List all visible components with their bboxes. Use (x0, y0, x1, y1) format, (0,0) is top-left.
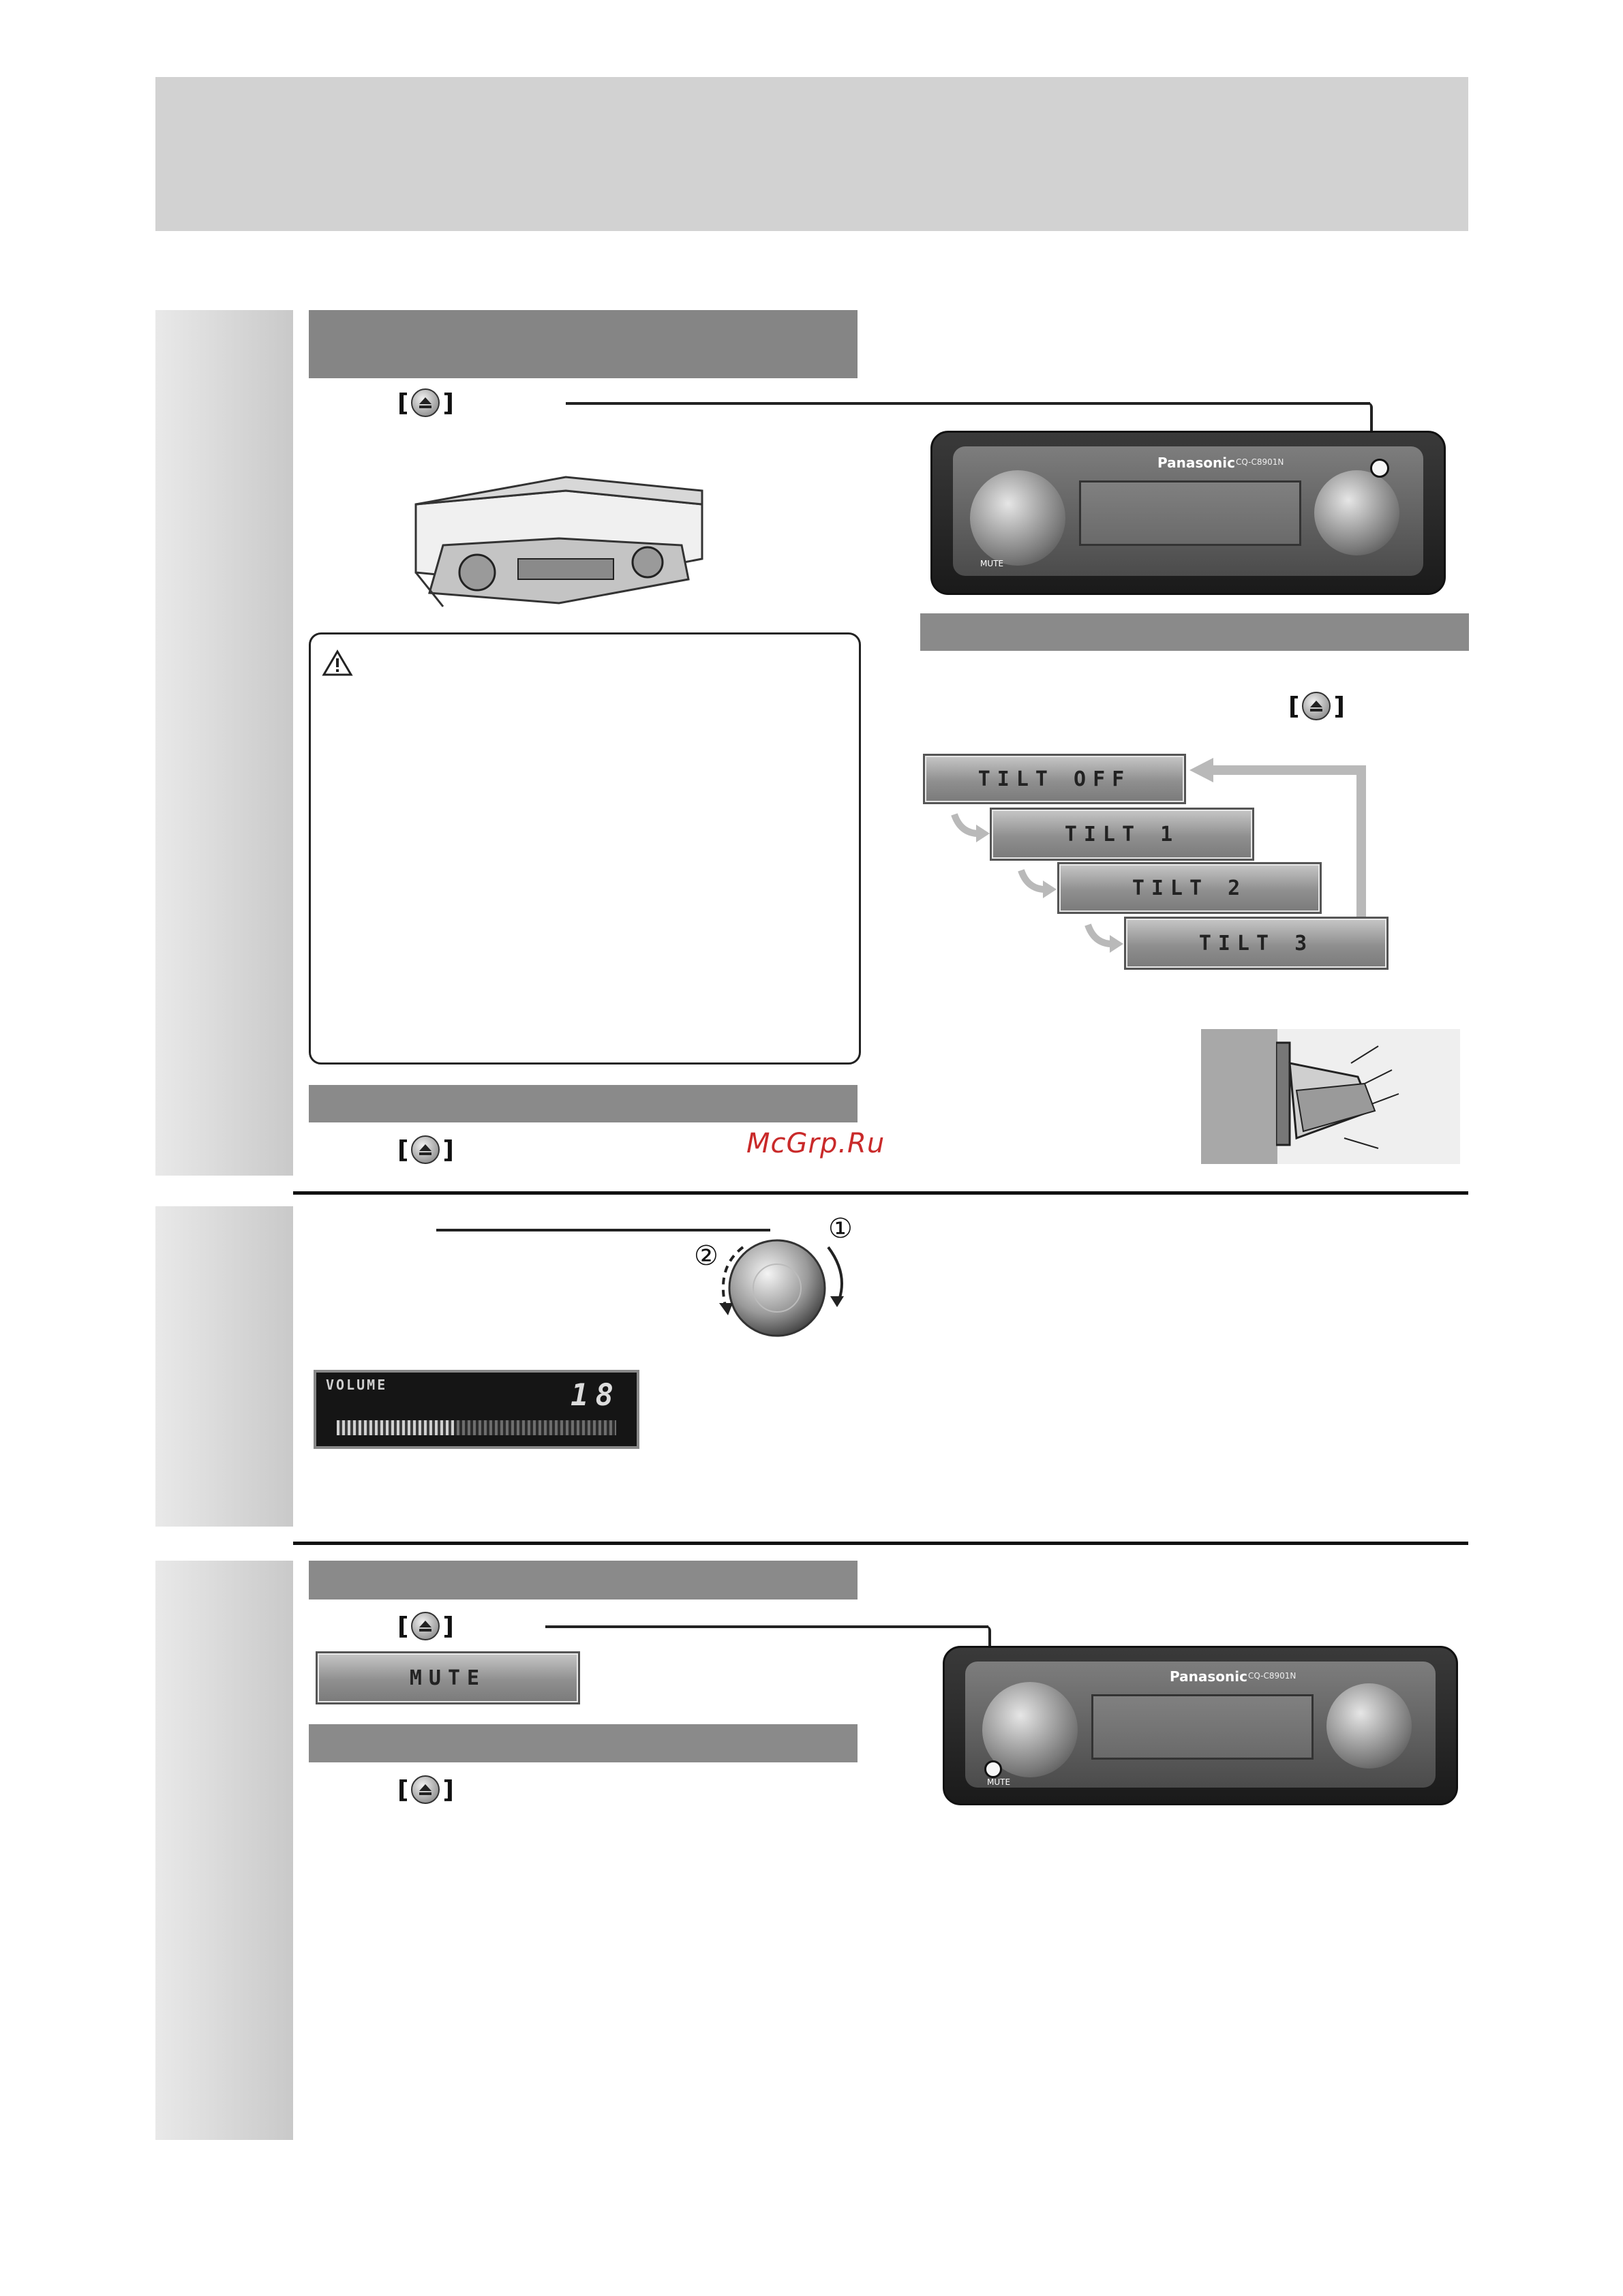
volume-bar-track (337, 1420, 616, 1435)
leader-line-mute (545, 1625, 988, 1628)
section-1-subheading-bar-2 (309, 1085, 858, 1122)
volume-bar-fill (337, 1420, 454, 1435)
section-divider-1 (293, 1191, 1468, 1195)
volume-step-1-marker: ① (828, 1213, 853, 1244)
volume-step-2-marker: ② (694, 1240, 718, 1272)
tilt-heading-bar (920, 613, 1469, 651)
model-label: CQ-C8901N (1248, 1671, 1296, 1681)
caution-box (309, 632, 861, 1065)
open-button-ref: [ ] (397, 388, 454, 417)
tilt-display-2: TILT 2 (1057, 862, 1322, 914)
mute-release-heading-bar (309, 1724, 858, 1762)
display-window (1079, 480, 1301, 546)
mute-heading-bar (309, 1561, 858, 1599)
volume-label: VOLUME (326, 1377, 388, 1393)
eject-icon (411, 388, 440, 417)
watermark-text: McGrp.Ru (746, 1128, 885, 1159)
tilt-button-ref: [ ] (1288, 692, 1345, 720)
display-window (1091, 1694, 1314, 1760)
model-label: CQ-C8901N (1236, 457, 1284, 467)
eject-icon (411, 1775, 440, 1804)
head-unit-illustration-bottom (943, 1646, 1458, 1805)
close-button-ref: [ ] (397, 1135, 454, 1164)
brand-label: Panasonic (1157, 455, 1235, 471)
volume-level: 18 (571, 1378, 620, 1413)
mute-label-top: MUTE (980, 559, 1004, 568)
tilt-display-3: TILT 3 (1124, 917, 1389, 970)
eject-icon (411, 1612, 440, 1640)
volume-display (314, 1370, 639, 1449)
mute-button[interactable] (984, 1760, 1002, 1778)
section-divider-2 (293, 1542, 1468, 1545)
tilt-side-illustration (1201, 1029, 1460, 1164)
head-unit-illustration-top (930, 431, 1446, 595)
leader-line-open (566, 402, 1370, 405)
section-tab-2 (155, 1206, 293, 1527)
mute-display: MUTE (316, 1651, 580, 1704)
mute-release-button-ref: [ ] (397, 1775, 454, 1804)
mute-label-bottom: MUTE (987, 1777, 1011, 1787)
menu-band-knob (1314, 470, 1399, 555)
section-tab-1 (155, 310, 293, 1176)
eject-icon (1302, 692, 1331, 720)
warning-triangle-icon (322, 649, 353, 677)
mute-button-ref: [ ] (397, 1612, 454, 1640)
tilt-cycle-arrows (941, 750, 1391, 981)
section-tab-3 (155, 1561, 293, 2140)
page-header-banner (155, 77, 1468, 231)
open-button[interactable] (1370, 459, 1389, 478)
section-1-heading-bar (309, 310, 858, 378)
brand-label: Panasonic (1170, 1668, 1247, 1685)
tilt-display-1: TILT 1 (990, 808, 1254, 861)
volume-knob (970, 470, 1065, 566)
menu-band-knob (1326, 1683, 1412, 1769)
open-panel-illustration (402, 463, 716, 620)
eject-icon (411, 1135, 440, 1164)
tilt-display-off: TILT OFF (923, 754, 1186, 804)
